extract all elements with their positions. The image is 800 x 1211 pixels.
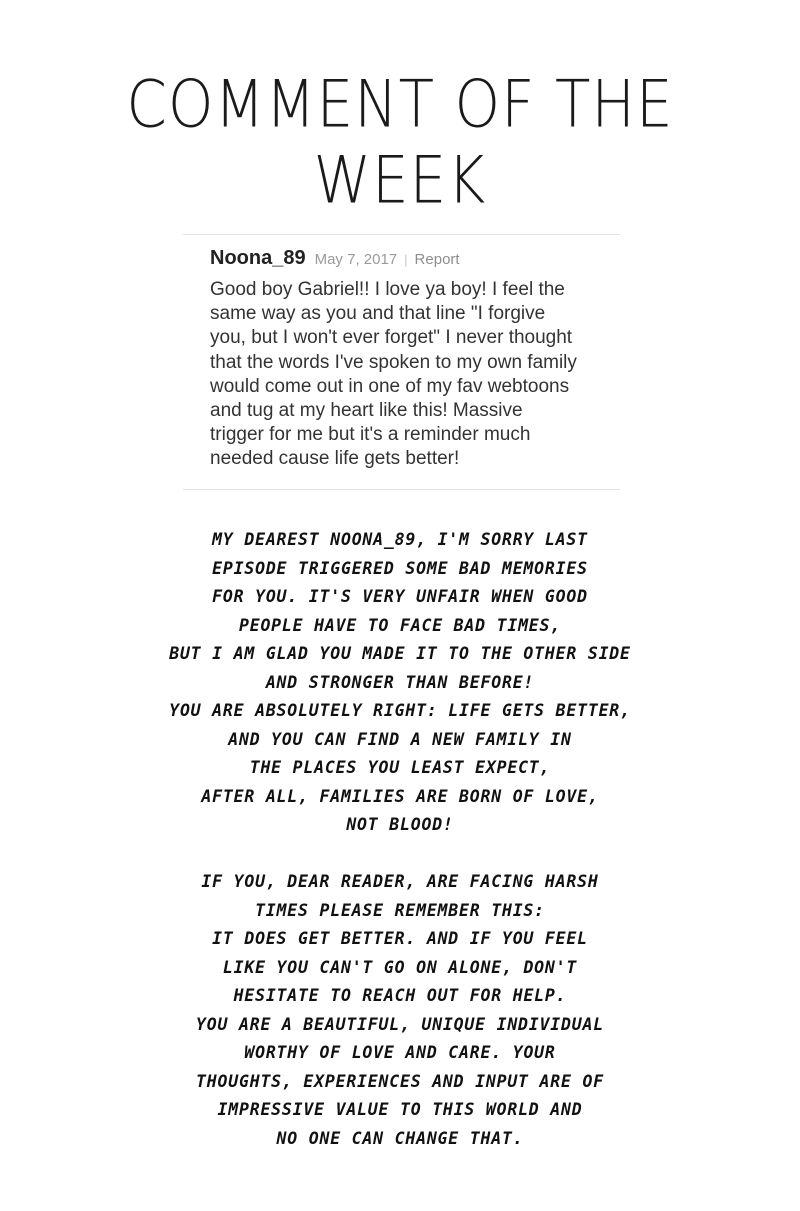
reply-line: TIMES PLEASE REMEMBER THIS: (255, 900, 545, 920)
page-title-line-2: WEEK (313, 142, 487, 219)
reply-line: IT DOES GET BETTER. AND IF YOU FEEL (212, 929, 588, 948)
comment-line: you, but I won't ever forget" I never thought (210, 327, 573, 349)
comment-line: would come out in one of my fav webtoons (210, 375, 570, 397)
comment-top-divider (183, 234, 620, 235)
reply-line: THE PLACES YOU LEAST EXPECT, (249, 758, 551, 777)
comment-line: Good boy Gabriel!! I love ya boy! I feel the (210, 279, 565, 300)
comment-date: May 7, 2017 (314, 251, 398, 268)
author-reply (0, 526, 800, 1153)
comment-line: and tug at my heart like this! Massive (210, 400, 523, 422)
comment-line: same way as you and that line "I forgive (210, 303, 546, 325)
reply-line: WORTHY OF LOVE AND CARE. YOUR (244, 1043, 556, 1062)
reply-line: LIKE YOU CAN'T GO ON ALONE, DON'T (222, 957, 578, 977)
comment-username[interactable]: Noona_89 (210, 247, 306, 269)
reply-line: AND STRONGER THAN BEFORE! (265, 672, 535, 692)
comment-line: needed cause life gets better! (210, 448, 460, 470)
reply-line: FOR YOU. IT'S VERY UNFAIR WHEN GOOD (212, 587, 588, 606)
reply-line: IMPRESSIVE VALUE TO THIS WORLD AND (217, 1100, 583, 1119)
comment-line: that the words I've spoken to my own family (210, 351, 577, 373)
reply-line: THOUGHTS, EXPERIENCES AND INPUT ARE OF (196, 1071, 604, 1091)
reply-line: BUT I AM GLAD YOU MADE IT TO THE OTHER SIDE (169, 644, 631, 663)
comment-text (210, 278, 610, 472)
reply-paragraph-1 (0, 526, 800, 840)
reply-line: AFTER ALL, FAMILIES ARE BORN OF LOVE, (201, 786, 599, 806)
comment-line: trigger for me but it's a reminder much (210, 424, 531, 446)
reply-line: IF YOU, DEAR READER, ARE FACING HARSH (201, 872, 599, 891)
reply-line: MY DEAREST NOONA_89, I'M SORRY LAST (212, 530, 588, 549)
comment-meta (210, 247, 610, 275)
reply-line: YOU ARE A BEAUTIFUL, UNIQUE INDIVIDUAL (196, 1014, 604, 1034)
page-title-line-1: COMMENT OF THE (126, 66, 674, 143)
paragraph-gap (0, 840, 800, 869)
comment-card (210, 247, 610, 472)
meta-separator: | (404, 252, 408, 267)
report-link[interactable]: Report (414, 251, 460, 268)
reply-paragraph-2 (0, 868, 800, 1153)
reply-line: NOT BLOOD! (346, 815, 454, 834)
comment-bottom-divider (183, 489, 620, 490)
reply-line: EPISODE TRIGGERED SOME BAD MEMORIES (212, 558, 588, 578)
reply-line: YOU ARE ABSOLUTELY RIGHT: LIFE GETS BETTER, (169, 701, 631, 720)
page-title (0, 66, 800, 218)
reply-line: NO ONE CAN CHANGE THAT. (276, 1128, 524, 1148)
reply-line: HESITATE TO REACH OUT FOR HELP. (233, 986, 567, 1005)
reply-line: PEOPLE HAVE TO FACE BAD TIMES, (238, 615, 561, 635)
reply-line: AND YOU CAN FIND A NEW FAMILY IN (228, 729, 572, 749)
